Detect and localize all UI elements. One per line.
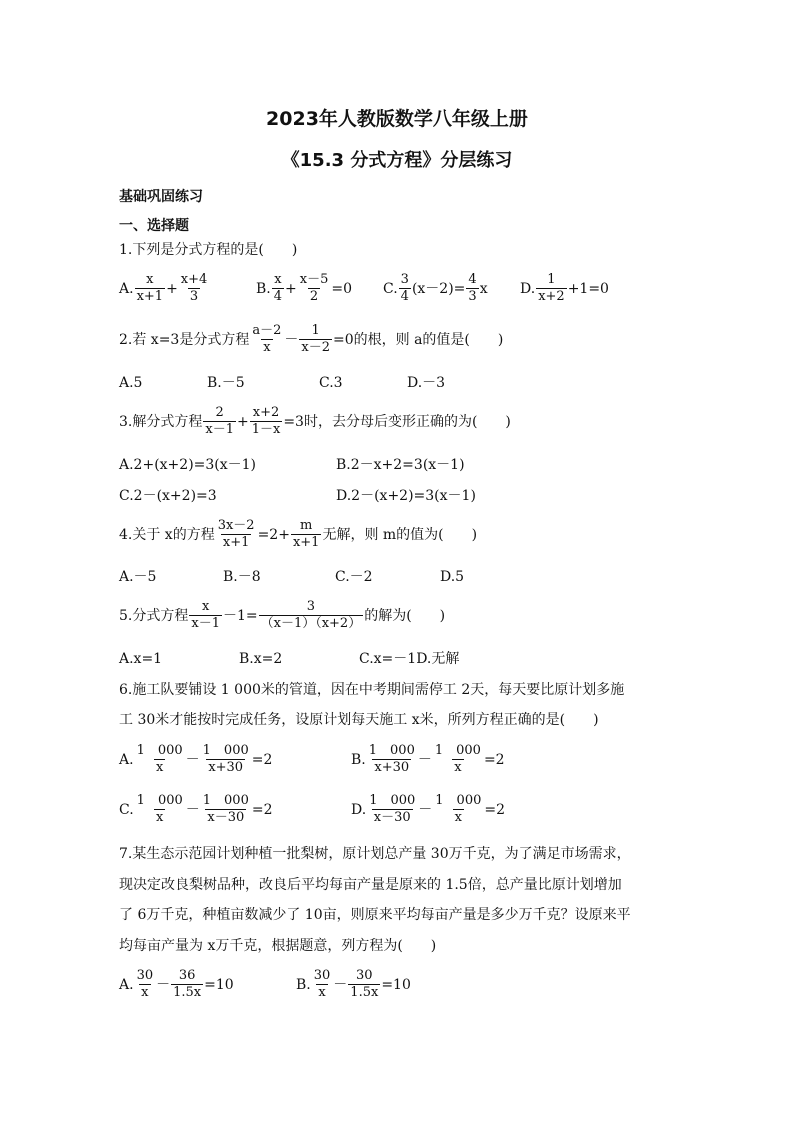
equation-text: B.－8 — [223, 569, 261, 585]
fraction-denominator: x+2 — [538, 289, 565, 304]
fraction-numerator: 1 000 — [136, 793, 183, 808]
question-6-option-d — [351, 793, 505, 826]
question-2-option-c — [319, 373, 343, 393]
question-2-stem — [119, 323, 503, 356]
question-5-option-a — [119, 649, 162, 669]
fraction — [536, 272, 567, 305]
equation-text: 3.解分式方程 — [119, 413, 203, 430]
equation-text: A.x=1 — [119, 651, 163, 667]
equation-text: 无解，则 m的值为( ) — [322, 526, 478, 543]
question-7-stem-line-4 — [119, 936, 436, 956]
fraction-numerator: x — [274, 272, 282, 287]
question-6-option-c — [119, 793, 273, 826]
part-heading: 一、选择题 — [119, 218, 189, 234]
equation-text: － — [156, 976, 171, 993]
equation-text: 4.关于 x的方程 — [119, 526, 215, 543]
question-3-stem — [119, 405, 511, 438]
fraction-denominator: 1.5x — [173, 985, 202, 1000]
fraction — [466, 272, 478, 305]
fraction-denominator: x－1 — [191, 616, 220, 631]
fraction-numerator: 1 — [547, 272, 556, 287]
equation-text: D. — [351, 801, 367, 818]
fraction-numerator: 30 — [356, 968, 373, 983]
fraction — [135, 272, 166, 305]
equation-text: － — [418, 801, 433, 818]
page-subtitle: 《15.3 分式方程》分层练习 — [281, 150, 513, 171]
fraction-numerator: x+4 — [180, 272, 208, 287]
fraction-denominator: x－30 — [207, 810, 245, 825]
fraction-denominator: 4 — [400, 289, 409, 304]
fraction-denominator: 3 — [189, 289, 199, 304]
equation-text: + — [285, 280, 297, 297]
fraction-numerator: 1 000 — [202, 743, 249, 758]
fraction — [250, 323, 283, 356]
fraction-numerator: 1 — [311, 323, 320, 338]
fraction-numerator: 3 — [306, 599, 316, 614]
fraction-denominator: x+30 — [374, 760, 410, 775]
fraction-numerator: 2 — [215, 405, 224, 420]
equation-text: C.x=－1D.无解 — [359, 651, 460, 667]
fraction — [250, 405, 283, 438]
equation-text: B. — [351, 751, 366, 768]
fraction — [203, 405, 236, 438]
fraction — [433, 793, 483, 826]
equation-text: 5.分式方程 — [119, 607, 189, 624]
fraction-numerator: 30 — [313, 968, 331, 983]
fraction-numerator: 1 000 — [369, 793, 416, 808]
equation-text: =2+ — [257, 526, 290, 543]
equation-text: =10 — [204, 976, 234, 993]
equation-text: A. — [119, 280, 134, 297]
question-4-option-c — [335, 567, 373, 587]
question-4-option-d — [440, 567, 464, 587]
fraction — [216, 518, 257, 551]
question-1-option-b — [256, 272, 352, 305]
equation-text: =2 — [483, 751, 505, 768]
equation-text: －1= — [222, 607, 258, 624]
fraction-denominator: 1－x — [251, 422, 281, 437]
question-4-stem — [119, 518, 477, 551]
equation-text: =0 — [331, 280, 353, 297]
fraction — [291, 518, 322, 551]
fraction — [135, 968, 156, 1001]
equation-text: D.－3 — [407, 375, 446, 391]
question-6-stem-line-2 — [119, 710, 599, 730]
fraction-numerator: a－2 — [252, 323, 282, 338]
fraction — [189, 599, 222, 632]
equation-text: x — [479, 280, 488, 297]
question-1-stem — [119, 240, 297, 260]
question-2-option-a — [119, 373, 142, 393]
equation-text: 2.若 x=3是分式方程 — [119, 331, 250, 348]
fraction — [399, 272, 411, 305]
equation-text: 均每亩产量为 x万千克，根据题意，列方程为( ) — [119, 938, 437, 954]
fraction-denominator: x+30 — [208, 760, 244, 775]
section-heading: 基础巩固练习 — [119, 189, 203, 205]
equation-text: B.x=2 — [239, 651, 283, 667]
equation-text: D.2－(x+2)=3(x－1) — [336, 488, 476, 504]
fraction — [348, 968, 380, 1001]
question-2-option-d — [407, 373, 445, 393]
question-5-stem — [119, 599, 445, 632]
fraction-numerator: 1 000 — [434, 743, 481, 758]
question-4-option-a — [119, 567, 156, 587]
question-6-stem-line-1 — [119, 680, 624, 700]
equation-text: =10 — [381, 976, 411, 993]
equation-text: － — [185, 751, 200, 768]
equation-text: 工 30米才能按时完成任务，设原计划每天施工 x米，所列方程正确的是( ) — [119, 712, 599, 728]
fraction — [433, 743, 483, 776]
equation-text: 现决定改良梨树品种，改良后平均每亩产量是原来的 1.5倍，总产量比原计划增加 — [119, 877, 622, 893]
equation-text: + — [236, 413, 249, 430]
question-1-option-a — [119, 272, 210, 305]
equation-text: B.－5 — [207, 375, 245, 391]
question-1-option-d — [520, 272, 609, 305]
equation-text: C.－2 — [335, 569, 373, 585]
equation-text: A. — [119, 751, 134, 768]
equation-text: C. — [119, 801, 134, 818]
question-2-option-b — [207, 373, 245, 393]
question-5-option-c — [359, 649, 459, 669]
equation-text: A.2+(x+2)=3(x－1) — [119, 457, 257, 473]
question-7-stem-line-1 — [119, 844, 631, 864]
question-3-option-a — [119, 455, 256, 475]
fraction-denominator: x — [263, 340, 271, 355]
fraction — [312, 968, 333, 1001]
equation-text: 的解为( ) — [364, 607, 446, 624]
equation-text: C.3 — [319, 375, 343, 391]
fraction-denominator: 1.5x — [350, 985, 379, 1000]
fraction-denominator: x — [156, 810, 164, 825]
question-3-option-b — [336, 455, 465, 475]
fraction-denominator: x－1 — [205, 422, 234, 437]
fraction-numerator: 1 000 — [368, 743, 415, 758]
question-1-option-c — [383, 272, 488, 305]
equation-text: B. — [296, 976, 311, 993]
fraction-numerator: 36 — [178, 968, 196, 983]
equation-text: (x－2)= — [411, 280, 466, 297]
equation-text: C.2－(x+2)=3 — [119, 488, 217, 504]
fraction — [135, 743, 185, 776]
fraction-denominator: （x－1）（x+2） — [260, 616, 362, 631]
fraction-denominator: x－2 — [301, 340, 330, 355]
equation-text: B.2－x+2=3(x－1) — [336, 457, 465, 473]
fraction-denominator: x+1 — [292, 535, 320, 550]
fraction-denominator: 3 — [468, 289, 477, 304]
fraction — [367, 793, 417, 826]
fraction-denominator: x — [141, 985, 149, 1000]
question-7-stem-line-3 — [119, 905, 631, 925]
fraction-numerator: 4 — [468, 272, 477, 287]
equation-text: + — [166, 280, 178, 297]
fraction-denominator: x+1 — [136, 289, 164, 304]
equation-text: － — [333, 976, 348, 993]
equation-text: =2 — [251, 801, 273, 818]
fraction — [367, 743, 417, 776]
fraction-numerator: 30 — [136, 968, 154, 983]
question-7-option-a — [119, 968, 234, 1001]
question-7-option-b — [296, 968, 411, 1001]
fraction-numerator: 1 000 — [202, 793, 249, 808]
equation-text: 6.施工队要铺设 1 000米的管道，因在中考期间需停工 2天，每天要比原计划多施 — [119, 682, 625, 698]
equation-text: C. — [383, 280, 398, 297]
question-4-option-b — [223, 567, 261, 587]
equation-text: A.－5 — [119, 569, 157, 585]
question-7-stem-line-2 — [119, 875, 622, 895]
fraction — [272, 272, 284, 305]
fraction-numerator: x+2 — [252, 405, 280, 420]
equation-text: D.5 — [440, 569, 465, 585]
question-6-option-a — [119, 743, 272, 776]
equation-text: － — [185, 801, 200, 818]
fraction — [201, 793, 251, 826]
equation-text: 1.下列是分式方程的是( ) — [119, 242, 298, 258]
fraction — [299, 323, 332, 356]
fraction-numerator: 3x－2 — [217, 518, 255, 533]
equation-text: =2 — [251, 751, 273, 768]
fraction-numerator: 1 000 — [435, 793, 482, 808]
equation-text: =3时，去分母后变形正确的为( ) — [283, 413, 511, 430]
question-6-option-b — [351, 743, 505, 776]
equation-text: A.5 — [119, 375, 143, 391]
fraction — [259, 599, 364, 632]
fraction-numerator: 3 — [400, 272, 409, 287]
fraction-numerator: x－5 — [299, 272, 329, 287]
equation-text: A. — [119, 976, 134, 993]
fraction-denominator: x+1 — [222, 535, 250, 550]
fraction-numerator: 1 000 — [136, 743, 183, 758]
fraction — [135, 793, 185, 826]
equation-text: B. — [256, 280, 271, 297]
fraction-numerator: x — [146, 272, 154, 287]
fraction — [171, 968, 203, 1001]
fraction-denominator: x — [318, 985, 326, 1000]
question-3-option-c — [119, 486, 217, 506]
fraction-numerator: x — [201, 599, 210, 614]
equation-text: D. — [520, 280, 536, 297]
page-title: 2023年人教版数学八年级上册 — [266, 108, 528, 130]
question-3-option-d — [336, 486, 476, 506]
equation-text: =0的根，则 a的值是( ) — [332, 331, 504, 348]
question-5-option-b — [239, 649, 282, 669]
fraction-denominator: x－30 — [373, 810, 411, 825]
fraction-denominator: 2 — [309, 289, 319, 304]
fraction-denominator: x — [155, 760, 164, 775]
fraction-numerator: m — [300, 518, 313, 533]
fraction — [179, 272, 210, 305]
equation-text: － — [417, 751, 432, 768]
fraction — [298, 272, 331, 305]
fraction — [201, 743, 251, 776]
equation-text: － — [284, 331, 299, 348]
fraction-denominator: x — [454, 760, 462, 775]
equation-text: 7.某生态示范园计划种植一批梨树，原计划总产量 30万千克，为了满足市场需求， — [119, 846, 631, 862]
fraction-denominator: x — [454, 810, 462, 825]
equation-text: 了 6万千克，种植亩数减少了 10亩，则原来平均每亩产量是多少万千克？设原来平 — [119, 907, 631, 923]
equation-text: +1=0 — [567, 280, 609, 297]
fraction-denominator: 4 — [273, 289, 283, 304]
equation-text: =2 — [484, 801, 506, 818]
